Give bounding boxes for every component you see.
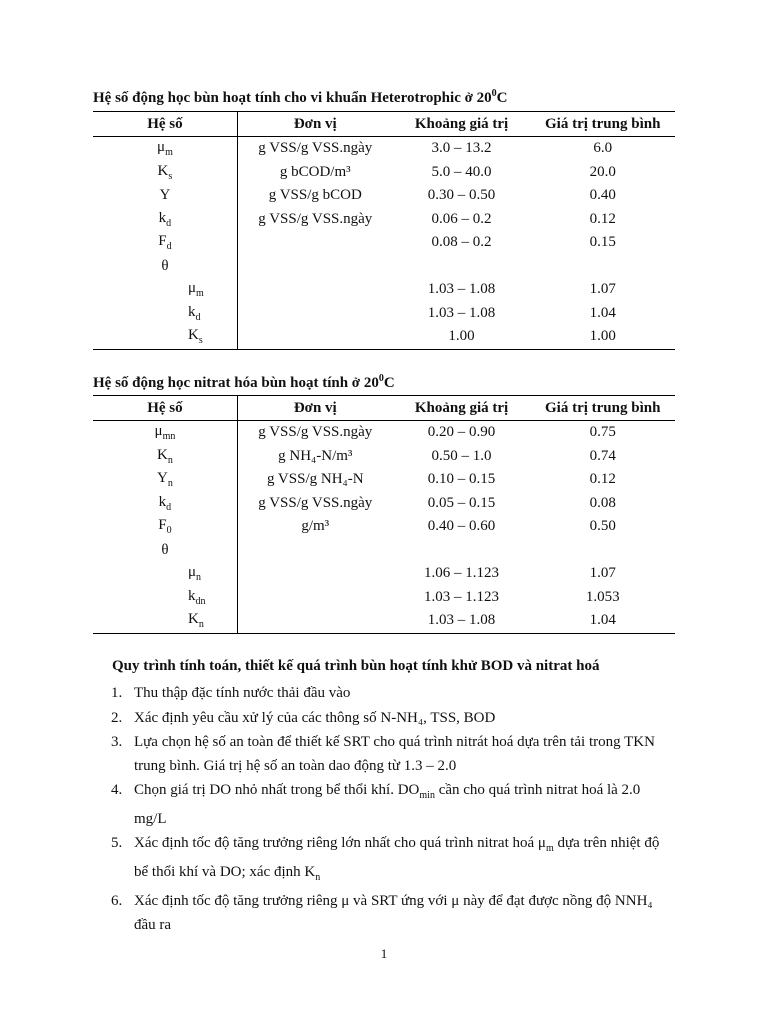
procedure-step xyxy=(111,731,671,778)
coefficient-symbol: F xyxy=(158,517,167,534)
average-cell: 0.12 xyxy=(589,210,616,227)
range-cell: 1.03 – 1.08 xyxy=(393,609,531,633)
coefficient-symbol: K xyxy=(188,611,199,628)
unit-cell: g VSS/g VSS.ngày xyxy=(237,208,392,232)
step-text: Xác định tốc độ tăng trưởng riêng μ và SRT ứng với μ này để đạt được nồng độ NNH₄ đầu ra xyxy=(134,893,653,933)
table-row xyxy=(93,255,675,279)
unit-cell xyxy=(237,325,392,349)
coefficient-cell xyxy=(93,539,237,563)
coefficient-symbol: k xyxy=(188,587,196,604)
table-row xyxy=(93,468,675,492)
table-row xyxy=(93,137,675,161)
average-cell: 0.50 xyxy=(589,518,616,535)
table-row xyxy=(93,325,675,349)
procedure-steps xyxy=(111,682,671,938)
coefficient-subscript: m xyxy=(165,147,173,159)
coefficient-symbol: μ xyxy=(188,280,197,297)
step-number: 3. xyxy=(111,734,123,750)
table-row xyxy=(93,586,675,610)
kinetics-table-nitrification xyxy=(93,395,675,634)
table-row xyxy=(93,515,675,539)
procedure-step xyxy=(111,890,671,937)
step-text-sub2: n xyxy=(315,871,321,883)
unit-cell: g VSS/g VSS.ngày xyxy=(237,137,392,161)
range-cell: 1.00 xyxy=(393,325,531,349)
average-cell: 0.75 xyxy=(589,424,616,441)
coefficient-cell xyxy=(93,586,237,610)
coefficient-cell xyxy=(93,278,237,302)
header-coefficient: Hệ số xyxy=(147,399,183,416)
table2-caption-sup: 0 xyxy=(378,373,384,384)
unit-cell: g NH₄-N/m³ xyxy=(237,445,392,469)
page-number: 1 xyxy=(380,946,388,961)
coefficient-subscript: dn xyxy=(195,595,206,607)
average-cell: 20.0 xyxy=(589,163,616,180)
header-unit: Đơn vị xyxy=(237,396,392,421)
coefficient-subscript: d xyxy=(166,241,172,253)
average-cell xyxy=(530,539,675,563)
range-cell: 0.50 – 1.0 xyxy=(431,447,492,464)
coefficient-cell xyxy=(93,445,237,469)
unit-cell xyxy=(237,302,392,326)
average-cell: 0.40 xyxy=(589,187,616,204)
range-cell xyxy=(393,539,531,563)
average-cell xyxy=(530,255,675,279)
procedure-title: Quy trình tính toán, thiết kế quá trình bùn hoạt tính khử BOD và nitrat hoá xyxy=(112,658,600,674)
table2-caption xyxy=(93,373,395,392)
range-cell: 0.05 – 0.15 xyxy=(427,494,496,511)
coefficient-symbol: K xyxy=(188,327,199,344)
header-range: Khoảng giá trị xyxy=(414,399,509,416)
unit-cell: g VSS/g VSS.ngày xyxy=(237,492,392,516)
procedure-step xyxy=(111,682,671,706)
average-cell: 0.74 xyxy=(589,447,616,464)
table1-caption xyxy=(93,88,508,107)
table2-caption-end: C xyxy=(383,375,395,391)
average-cell: 1.07 xyxy=(589,281,616,298)
step-number: 4. xyxy=(111,782,123,798)
table2-caption-text: Hệ số động học nitrat hóa bùn hoạt tính ở 20 xyxy=(93,375,379,391)
step-text: Lựa chọn hệ số an toàn để thiết kế SRT cho quá trình nitrát hoá dựa trên tải trong TKN trung bình. Giá trị hệ số an toàn dao động từ 1.3 – 2.0 xyxy=(134,734,655,774)
table-row xyxy=(93,208,675,232)
coefficient-cell xyxy=(93,609,237,633)
table1-caption-end: C xyxy=(496,90,508,106)
average-cell: 0.12 xyxy=(589,471,616,488)
coefficient-cell xyxy=(93,468,237,492)
coefficient-cell xyxy=(93,515,237,539)
step-text-a: Xác định tốc độ tăng trưởng riêng lớn nhất cho quá trình nitrat hoá μ xyxy=(134,835,546,851)
coefficient-cell xyxy=(93,161,237,185)
range-cell: 0.40 – 0.60 xyxy=(427,518,496,535)
step-number: 5. xyxy=(111,835,123,851)
table-header-row xyxy=(93,112,675,137)
average-cell: 6.0 xyxy=(593,140,613,157)
table-row xyxy=(93,421,675,445)
unit-cell xyxy=(237,231,392,255)
range-cell: 1.03 – 1.08 xyxy=(427,304,496,321)
coefficient-subscript: s xyxy=(168,170,173,182)
coefficient-symbol: Y xyxy=(159,187,171,204)
coefficient-cell xyxy=(93,492,237,516)
procedure-step xyxy=(111,832,671,889)
coefficient-symbol: F xyxy=(158,233,167,250)
coefficient-subscript: d xyxy=(195,311,201,323)
table-row xyxy=(93,231,675,255)
table-row xyxy=(93,302,675,326)
coefficient-cell xyxy=(93,137,237,161)
average-cell: 1.00 xyxy=(530,325,675,349)
step-text: Thu thập đặc tính nước thải đầu vào xyxy=(134,685,351,701)
coefficient-symbol: Y xyxy=(157,470,168,487)
table-row xyxy=(93,161,675,185)
range-cell: 0.20 – 0.90 xyxy=(427,424,496,441)
table-row xyxy=(93,562,675,586)
step-number: 1. xyxy=(111,685,123,701)
coefficient-symbol: k xyxy=(158,209,167,226)
range-cell: 0.06 – 0.2 xyxy=(431,210,492,227)
unit-cell xyxy=(237,539,392,563)
table1-caption-sup: 0 xyxy=(491,88,497,99)
coefficient-subscript: m xyxy=(196,288,204,300)
table-row xyxy=(93,184,675,208)
coefficient-symbol: K xyxy=(157,162,169,179)
header-range: Khoảng giá trị xyxy=(414,115,509,132)
header-average: Giá trị trung bình xyxy=(544,115,661,132)
range-cell: 0.10 – 0.15 xyxy=(427,471,496,488)
unit-cell xyxy=(237,278,392,302)
table-row xyxy=(93,445,675,469)
coefficient-subscript: n xyxy=(196,572,202,584)
coefficient-subscript: d xyxy=(166,501,172,513)
coefficient-subscript: mn xyxy=(162,431,176,443)
coefficient-symbol: μ xyxy=(154,423,163,440)
average-cell: 1.07 xyxy=(589,565,616,582)
range-cell xyxy=(393,255,531,279)
range-cell: 0.08 – 0.2 xyxy=(431,234,492,251)
coefficient-subscript: d xyxy=(166,217,172,229)
coefficient-cell xyxy=(93,562,237,586)
step-text-sub: min xyxy=(419,790,435,801)
step-text-b: dựa trên nhiệt độ bể thổi khí và DO; xác định K xyxy=(134,835,660,880)
table-row xyxy=(93,278,675,302)
coefficient-cell xyxy=(93,184,237,208)
coefficient-subscript: s xyxy=(198,335,203,347)
kinetics-table-heterotrophic xyxy=(93,111,675,350)
coefficient-cell xyxy=(93,255,237,279)
coefficient-cell xyxy=(93,208,237,232)
unit-cell: g bCOD/m³ xyxy=(237,161,392,185)
unit-cell xyxy=(237,609,392,633)
unit-cell xyxy=(237,255,392,279)
coefficient-subscript: n xyxy=(167,478,173,490)
step-text-sub: m xyxy=(545,843,554,854)
table-header-row xyxy=(93,396,675,421)
coefficient-subscript: n xyxy=(167,454,173,466)
step-number: 6. xyxy=(111,893,123,909)
coefficient-symbol: θ xyxy=(161,257,169,274)
unit-cell: g VSS/g NH₄-N xyxy=(237,468,392,492)
average-cell: 1.04 xyxy=(530,609,675,633)
step-text-a: Chọn giá trị DO nhỏ nhất trong bể thổi khí. DO xyxy=(134,782,420,798)
coefficient-subscript: n xyxy=(198,619,204,631)
coefficient-symbol: μ xyxy=(157,139,166,156)
coefficient-cell xyxy=(93,325,237,349)
average-cell: 1.053 xyxy=(585,588,620,605)
table-row xyxy=(93,492,675,516)
coefficient-symbol: K xyxy=(157,446,168,463)
average-cell: 1.04 xyxy=(589,304,616,321)
unit-cell xyxy=(237,586,392,610)
coefficient-cell xyxy=(93,421,237,445)
header-unit: Đơn vị xyxy=(237,112,392,137)
step-text-b: cần cho quá trình nitrat hoá là 2.0 mg/L xyxy=(134,782,641,827)
range-cell: 1.03 – 1.08 xyxy=(427,281,496,298)
table-row xyxy=(93,609,675,633)
range-cell: 5.0 – 40.0 xyxy=(431,163,492,180)
average-cell: 0.15 xyxy=(589,234,616,251)
header-coefficient: Hệ số xyxy=(147,115,183,132)
coefficient-symbol: k xyxy=(188,303,196,320)
header-average: Giá trị trung bình xyxy=(544,399,661,416)
procedure-step xyxy=(111,707,671,731)
step-number: 2. xyxy=(111,709,123,726)
table1-caption-text: Hệ số động học bùn hoạt tính cho vi khuẩn Heterotrophic ở 20 xyxy=(93,90,492,106)
coefficient-cell xyxy=(93,231,237,255)
coefficient-symbol: μ xyxy=(188,564,197,581)
coefficient-symbol: k xyxy=(158,493,167,510)
range-cell: 3.0 – 13.2 xyxy=(431,140,492,157)
coefficient-subscript: 0 xyxy=(166,525,172,537)
range-cell: 1.03 – 1.123 xyxy=(424,588,500,605)
coefficient-cell xyxy=(93,302,237,326)
unit-cell: g/m³ xyxy=(237,515,392,539)
average-cell: 0.08 xyxy=(589,494,616,511)
table-row xyxy=(93,539,675,563)
procedure-step xyxy=(111,779,671,831)
range-cell: 0.30 – 0.50 xyxy=(427,187,496,204)
unit-cell xyxy=(237,562,392,586)
coefficient-symbol: θ xyxy=(161,541,169,558)
range-cell: 1.06 – 1.123 xyxy=(424,565,500,582)
unit-cell: g VSS/g VSS.ngày xyxy=(237,421,392,445)
unit-cell: g VSS/g bCOD xyxy=(237,184,392,208)
step-text: Xác định yêu cầu xử lý của các thông số N-NH₄, TSS, BOD xyxy=(134,709,496,726)
